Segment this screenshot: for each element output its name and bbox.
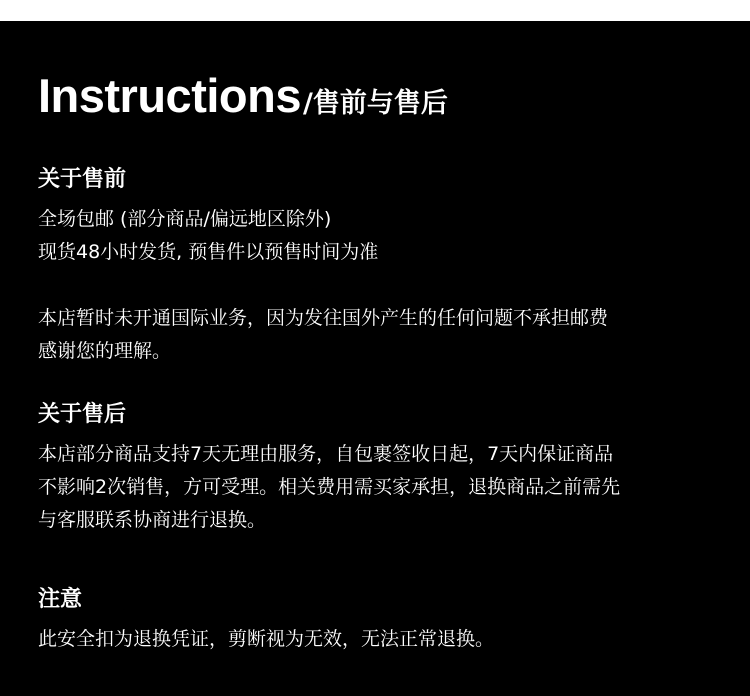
notice-heading: 注意 xyxy=(38,587,83,612)
pre-sale-line: 感谢您的理解。 xyxy=(38,340,172,362)
pre-sale-line: 现货48小时发货, 预售件以预售时间为准 xyxy=(38,241,379,263)
title-english: Instructions xyxy=(38,69,301,122)
title-chinese: /售前与售后 xyxy=(302,88,448,119)
pre-sale-line: 本店暂时未开通国际业务，因为发往国外产生的任何问题不承担邮费 xyxy=(38,307,609,329)
pre-sale-heading: 关于售前 xyxy=(38,167,127,192)
after-sale-line: 本店部分商品支持7天无理由服务，自包裹签收日起，7天内保证商品 xyxy=(38,443,614,465)
notice-line: 此安全扣为退换凭证，剪断视为无效，无法正常退换。 xyxy=(38,628,495,650)
after-sale-line: 与客服联系协商进行退换。 xyxy=(38,509,267,531)
top-white-band xyxy=(0,0,750,21)
pre-sale-line: 全场包邮 (部分商品/偏远地区除外) xyxy=(38,208,332,230)
after-sale-heading: 关于售后 xyxy=(38,402,127,427)
after-sale-line: 不影响2次销售，方可受理。相关费用需买家承担，退换商品之前需先 xyxy=(38,476,621,498)
page-title xyxy=(38,68,448,132)
